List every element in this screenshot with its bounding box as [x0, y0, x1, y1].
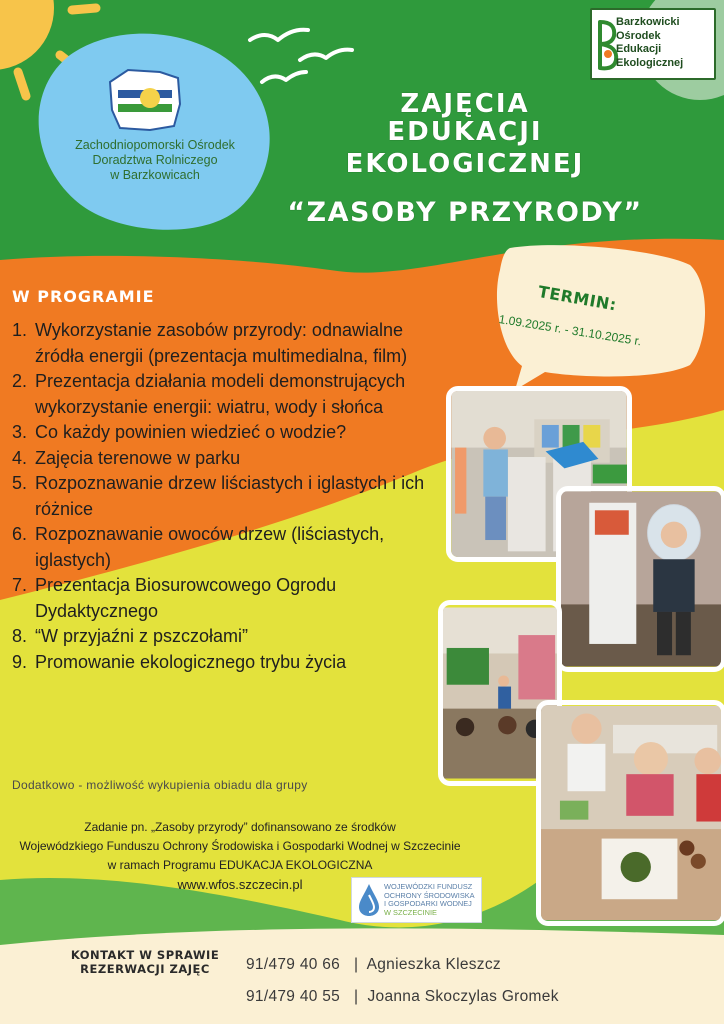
item-number: 9.	[12, 651, 28, 672]
termin-dates: 1.09.2025 r. - 31.10.2025 r.	[497, 312, 643, 349]
list-item	[12, 650, 442, 676]
item-text: Prezentacja Biosurowcowego Ogrodu Dydaktycznego	[35, 575, 337, 621]
contact-heading	[40, 948, 250, 976]
item-number: 7.	[12, 575, 28, 595]
zodr-logo	[110, 70, 180, 130]
termin-label: TERMIN:	[536, 282, 619, 315]
badge-line: Edukacji	[616, 43, 662, 55]
item-number: 6.	[12, 524, 28, 544]
badge-line: Ekologicznej	[616, 56, 684, 69]
organization-line: Zachodniopomorski Ośrodek	[75, 138, 235, 152]
funding-line: Zadanie pn. „Zasoby przyrody” dofinansowano ze środków	[84, 820, 396, 834]
contact-entry	[246, 956, 501, 974]
contact-entry	[246, 988, 559, 1006]
list-item	[12, 369, 442, 420]
item-number: 4.	[12, 447, 28, 468]
item-text: Rozpoznawanie owoców drzew (liściastych, iglastych)	[35, 524, 385, 570]
water-drop-icon	[358, 883, 380, 917]
item-text: Rozpoznawanie drzew liściastych i iglastych i ich różnice	[35, 473, 425, 519]
wfos-logo	[351, 877, 482, 923]
list-item	[12, 624, 442, 650]
funding-website-link[interactable]: www.wfos.szczecin.pl	[177, 877, 303, 892]
organization-name	[55, 138, 255, 183]
extra-note: Dodatkowo - możliwość wykupienia obiadu dla grupy	[12, 778, 308, 792]
page-subtitle: “ZASOBY PRZYRODY”	[287, 197, 643, 228]
funding-line: w ramach Programu EDUKACJA EKOLOGICZNA	[107, 858, 373, 872]
list-item	[12, 318, 442, 369]
contact-phone[interactable]: 91/479 40 66	[246, 956, 341, 973]
badge-line: Barzkowicki	[616, 16, 680, 28]
contact-heading-line: KONTAKT W SPRAWIE	[70, 948, 220, 962]
item-number: 5.	[12, 473, 28, 493]
wfos-line: W SZCZECINIE	[384, 907, 437, 917]
item-number: 2.	[12, 371, 28, 391]
item-text: Co każdy powinien wiedzieć o wodzie?	[35, 422, 347, 442]
list-item	[12, 420, 442, 446]
item-text: Promowanie ekologicznego trybu życia	[35, 651, 347, 672]
organization-line: w Barzkowicach	[110, 168, 200, 182]
item-text: Prezentacja działania modeli demonstrujących wykorzystanie energii: wiatru, wody i słońca	[35, 371, 406, 417]
item-number: 1.	[12, 320, 28, 340]
boee-badge	[590, 8, 716, 80]
list-item	[12, 522, 442, 573]
item-text: “W przyjaźni z pszczołami”	[35, 626, 249, 646]
contact-heading-line: REZERWACJI ZAJĘC	[80, 962, 210, 976]
page-title-line3: EKOLOGICZNEJ	[345, 149, 585, 179]
list-item	[12, 471, 442, 522]
item-number: 8.	[12, 626, 28, 646]
contact-separator: |	[353, 956, 359, 973]
page-title-line2: EDUKACJI	[387, 117, 543, 147]
item-number: 3.	[12, 422, 28, 442]
page-title-line1: ZAJĘCIA	[400, 89, 530, 119]
photo-leaf-sorting	[536, 700, 724, 926]
photo-beekeeper-child	[556, 486, 724, 672]
wfos-line: I GOSPODARKI WODNEJ	[384, 899, 472, 908]
wfos-line: OCHRONY ŚRODOWISKA	[384, 890, 475, 900]
wfos-line: WOJEWÓDZKI FUNDUSZ	[384, 882, 473, 891]
list-item	[12, 446, 442, 472]
contact-separator: |	[353, 988, 359, 1005]
programme-list	[12, 318, 442, 675]
item-text: Wykorzystanie zasobów przyrody: odnawialne źródła energii (prezentacja multimedialna, film)	[35, 320, 408, 366]
list-item	[12, 573, 442, 624]
contact-name: Agnieszka Kleszcz	[366, 956, 501, 973]
funding-line: Wojewódzkiego Funduszu Ochrony Środowiska i Gospodarki Wodnej w Szczecinie	[19, 839, 461, 853]
organization-line: Doradztwa Rolniczego	[92, 153, 218, 167]
badge-line: Ośrodek	[616, 29, 661, 42]
item-text: Zajęcia terenowe w parku	[35, 447, 241, 468]
contact-phone[interactable]: 91/479 40 55	[246, 988, 341, 1005]
contact-name: Joanna Skoczylas Gromek	[367, 988, 559, 1005]
programme-heading: W PROGRAMIE	[12, 287, 155, 306]
